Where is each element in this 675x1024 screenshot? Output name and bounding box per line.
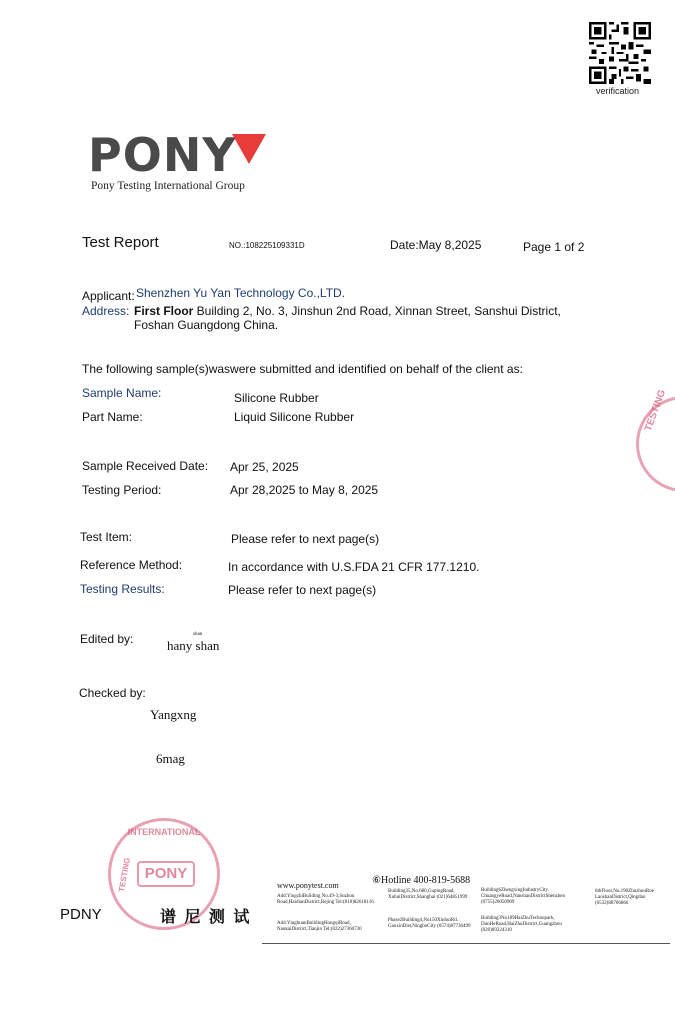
seal-top-text: INTERNATIONAL <box>127 827 201 837</box>
qr-verification-label: verification <box>596 86 640 96</box>
logo-subtitle: Pony Testing International Group <box>91 180 245 192</box>
edited-by-signature: hany shan <box>167 638 220 653</box>
part-name-label: Part Name: <box>82 410 143 424</box>
seal-left-text: TESTING <box>117 856 132 893</box>
address-tianjin: Add:YinghuanBuildingHongqiRoad, NankaiDistrict,Tianjin Tel:(022)27360730 <box>277 921 362 932</box>
testing-period-value: Apr 28,2025 to May 8, 2025 <box>230 483 379 497</box>
address-ningbo: Phase2Building4,No150XinhuiRd. GaoxinDist,NingboCity (0574)87736499 <box>388 918 471 929</box>
edited-by-label: Edited by: <box>80 632 134 646</box>
seal-center-text: PONY <box>144 865 188 882</box>
logo-wordmark: PONY <box>88 128 237 182</box>
reference-method-value: In accordance with U.S.FDA 21 CFR 177.1210. <box>228 560 480 574</box>
test-item-value: Please refer to next page(s) <box>231 532 380 546</box>
logo-triangle-icon <box>232 134 266 164</box>
edge-stamp <box>636 388 675 492</box>
address-first-floor: First Floor <box>134 304 194 318</box>
page-number: Page 1 of 2 <box>523 240 585 254</box>
received-date-label: Sample Received Date: <box>82 459 209 473</box>
address-line-1 <box>134 304 561 318</box>
address-shenzhen: Building6ZhengxingIndustryCity. ChuangyeRoad,NanshanDistrictShenzhen (0755)26050909 <box>481 888 566 905</box>
edited-by-signature-small: shan <box>193 632 203 637</box>
sample-name-label: Sample Name: <box>82 386 162 400</box>
address-qingdao: 6thFloor,No.190ZhuzhouRoe LaoshanDistrict,Qingdao (0532)88706866 <box>595 889 654 906</box>
address-label: Address: <box>82 304 130 318</box>
phone-icon: ⑥ <box>372 875 381 886</box>
report-number: NO.:108225109331D <box>229 241 305 250</box>
reference-method-label: Reference Method: <box>80 558 183 572</box>
received-date-value: Apr 25, 2025 <box>230 460 299 474</box>
address-guangzhou: Building3No189HaiZhuTechnopark, DunHeRoad,HaiZhuDistrict,Guangzhou (020)89224310 <box>481 916 562 933</box>
edge-stamp-text: TESTING <box>643 388 669 433</box>
footer-brand: PDNY <box>60 906 102 923</box>
hotline-text: Hotline 400-819-5688 <box>380 875 471 886</box>
address-line-2: Foshan Guangdong China. <box>134 318 279 332</box>
checked-by-label: Checked by: <box>79 686 146 700</box>
address-line-1-rest: Building 2, No. 3, Jinshun 2nd Road, Xinnan Street, Sanshui District, <box>193 304 561 318</box>
test-item-label: Test Item: <box>80 530 133 544</box>
intro-statement: The following sample(s)waswere submitted and identified on behalf of the client as: <box>82 362 523 376</box>
testing-results-label: Testing Results: <box>80 582 165 596</box>
checked-by-signature: Yangxng <box>150 707 197 722</box>
testing-results-value: Please refer to next page(s) <box>228 583 377 597</box>
footer-divider <box>262 943 670 944</box>
footer-website: www.ponytest.com <box>277 881 339 890</box>
sample-name-value: Silicone Rubber <box>234 391 319 405</box>
applicant-label: Applicant: <box>82 289 135 303</box>
part-name-value: Liquid Silicone Rubber <box>234 410 355 424</box>
address-shanghai: Building35,No.680,GupingRoad, XuhuiDistrict,Shanghai (021)64851999 <box>388 889 468 900</box>
checked-by-signature-secondary: 6mag <box>156 751 185 766</box>
address-beijing: Add:YingzhiBuilding No.49-3,Suzhou Road,HaidianDistrict,Bejing Tel:(010)82618116 <box>277 894 374 905</box>
footer-hotline <box>372 875 470 886</box>
applicant-value: Shenzhen Yu Yan Technology Co.,LTD. <box>136 286 346 300</box>
footer-cn-text: 谱 尼 测 试 <box>160 909 252 926</box>
report-title: Test Report <box>82 234 159 251</box>
seal-logo-box <box>137 861 195 887</box>
qr-code <box>589 22 651 84</box>
report-date: Date:May 8,2025 <box>390 238 482 252</box>
testing-period-label: Testing Period: <box>82 483 162 497</box>
